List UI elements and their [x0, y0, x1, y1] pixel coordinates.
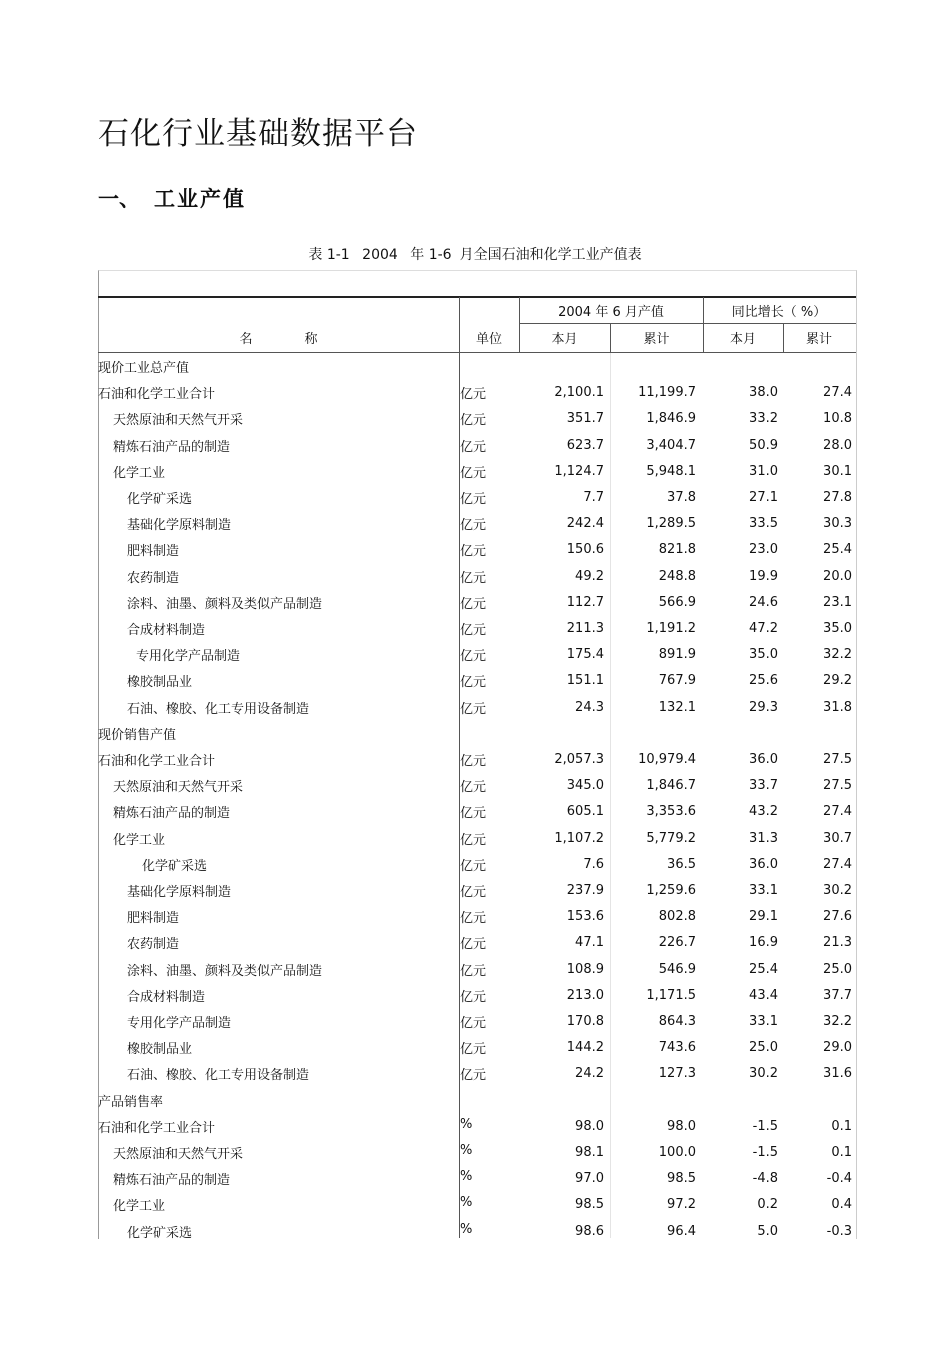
growth-cumulative: 27.5: [823, 778, 852, 794]
value-month: 49.2: [575, 568, 604, 584]
value-month: 211.3: [566, 621, 604, 636]
value-cumulative: 100.0: [658, 1145, 696, 1160]
value-cumulative: 96.4: [667, 1223, 696, 1239]
table-caption: [0, 244, 950, 264]
table-row: [98, 956, 855, 982]
growth-cumulative: 21.3: [823, 935, 852, 951]
value-cumulative: 248.8: [658, 568, 696, 584]
growth-cumulative: 31.8: [823, 699, 852, 715]
value-cumulative: 1,171.5: [646, 987, 696, 1003]
row-unit: 亿元: [460, 596, 487, 612]
table-row: [98, 1060, 855, 1086]
header-group-value: 2004 年 6 月产值: [558, 304, 664, 320]
growth-month: -4.8: [752, 1171, 778, 1187]
table-row: [98, 536, 855, 562]
row-name: 化学工业: [113, 465, 166, 481]
value-cumulative: 127.3: [658, 1066, 696, 1082]
growth-month: 29.1: [749, 909, 778, 925]
value-cumulative: 802.8: [658, 909, 696, 925]
value-month: 150.6: [566, 542, 604, 558]
growth-month: 31.0: [749, 463, 778, 479]
growth-cumulative: -0.3: [826, 1223, 852, 1239]
table-row: [98, 772, 855, 798]
growth-month: 16.9: [749, 935, 778, 951]
growth-cumulative: 30.7: [823, 830, 852, 846]
caption-part: 年 1-6: [410, 247, 452, 263]
row-unit: 亿元: [460, 518, 487, 534]
value-month: 237.9: [566, 883, 604, 898]
row-name: 石油、橡胶、化工专用设备制造: [127, 1068, 310, 1084]
value-month: 97.0: [575, 1171, 604, 1187]
value-month: 153.6: [566, 909, 604, 925]
table-row: [98, 615, 855, 641]
row-name: 化学矿采选: [127, 492, 193, 507]
row-name: 天然原油和天然气开采: [113, 780, 244, 796]
growth-month: 25.6: [749, 673, 778, 689]
value-month: 98.0: [575, 1118, 604, 1134]
row-unit: %: [460, 1221, 473, 1237]
growth-month: 33.7: [749, 778, 778, 794]
row-name: 精炼石油产品的制造: [113, 1173, 231, 1189]
growth-month: 33.1: [749, 883, 778, 898]
value-month: 2,100.1: [554, 385, 604, 401]
value-cumulative: 767.9: [658, 673, 696, 689]
row-unit: 亿元: [460, 780, 487, 796]
value-cumulative: 5,948.1: [646, 463, 696, 479]
row-unit: 亿元: [460, 649, 487, 665]
table-row: [98, 458, 855, 484]
growth-cumulative: -0.4: [826, 1171, 852, 1187]
header-cumulative: 累计: [643, 332, 670, 347]
table-row: [98, 667, 855, 693]
row-unit: 亿元: [460, 832, 487, 848]
growth-cumulative: 32.2: [823, 647, 852, 663]
row-unit: 亿元: [460, 570, 487, 586]
value-cumulative: 1,191.2: [646, 621, 696, 636]
value-month: 242.4: [566, 516, 604, 532]
row-name: 化学工业: [113, 832, 166, 848]
growth-month: 43.2: [749, 804, 778, 820]
row-name: 现价销售产值: [98, 727, 177, 743]
value-month: 151.1: [566, 673, 604, 689]
row-unit: %: [460, 1195, 473, 1211]
growth-month: 19.9: [749, 568, 778, 584]
row-name: 涂料、油墨、颜料及类似产品制造: [127, 963, 323, 979]
section-number: 一、: [98, 187, 140, 211]
row-name: 石油和化学工业合计: [98, 387, 216, 403]
growth-month: 43.4: [749, 987, 778, 1003]
table-row: [98, 798, 855, 824]
row-unit: 亿元: [460, 754, 487, 769]
header-month-growth: 本月: [729, 332, 756, 347]
row-name: 橡胶制品业: [127, 1042, 193, 1058]
value-cumulative: 546.9: [658, 961, 696, 977]
row-name: 肥料制造: [127, 544, 180, 560]
value-cumulative: 743.6: [658, 1040, 696, 1056]
value-cumulative: 1,259.6: [646, 883, 696, 898]
growth-month: 25.4: [749, 961, 778, 977]
growth-cumulative: 0.4: [831, 1197, 852, 1213]
table-row: [98, 379, 855, 405]
table-row: [98, 851, 855, 877]
value-month: 47.1: [575, 935, 604, 951]
table-row: [98, 484, 855, 510]
row-unit: 亿元: [460, 544, 487, 560]
growth-cumulative: 30.2: [823, 883, 852, 898]
growth-month: -1.5: [752, 1145, 778, 1160]
row-name: 石油和化学工业合计: [98, 1120, 216, 1136]
row-name: 农药制造: [127, 570, 180, 586]
caption-part: 表 1-1: [308, 247, 350, 263]
growth-month: -1.5: [752, 1118, 778, 1134]
table-row: [98, 877, 855, 903]
table-row: [98, 563, 855, 589]
growth-month: 35.0: [749, 647, 778, 663]
value-cumulative: 1,289.5: [646, 516, 696, 532]
growth-month: 31.3: [749, 830, 778, 846]
row-unit: 亿元: [460, 858, 487, 874]
row-name: 化学矿采选: [142, 858, 208, 874]
table-row: [98, 1218, 855, 1244]
row-name: 现价工业总产值: [98, 361, 190, 376]
value-month: 175.4: [566, 647, 604, 663]
value-cumulative: 864.3: [658, 1014, 696, 1029]
row-name: 石油和化学工业合计: [98, 754, 216, 769]
table-row: [98, 694, 855, 720]
growth-cumulative: 30.1: [823, 463, 852, 479]
row-unit: 亿元: [460, 465, 487, 481]
growth-month: 36.0: [749, 752, 778, 767]
growth-month: 27.1: [749, 490, 778, 505]
growth-cumulative: 10.8: [823, 411, 852, 427]
row-unit: 亿元: [460, 806, 487, 822]
value-cumulative: 5,779.2: [646, 830, 696, 846]
row-unit: %: [460, 1169, 473, 1185]
table-row: [98, 1034, 855, 1060]
value-cumulative: 821.8: [658, 542, 696, 558]
table-row: [98, 1008, 855, 1034]
section-heading: [98, 183, 246, 213]
value-month: 605.1: [566, 804, 604, 820]
table-row: [98, 903, 855, 929]
value-cumulative: 36.5: [667, 856, 696, 872]
growth-month: 23.0: [749, 542, 778, 558]
row-unit: 亿元: [460, 387, 487, 403]
row-unit: 亿元: [460, 911, 487, 927]
header-unit: 单位: [475, 332, 502, 347]
header-cumulative-growth: 累计: [805, 332, 832, 347]
growth-cumulative: 32.2: [823, 1014, 852, 1029]
growth-cumulative: 29.0: [823, 1040, 852, 1056]
value-month: 623.7: [566, 437, 604, 453]
header-month: 本月: [551, 332, 578, 347]
row-name: 基础化学原料制造: [127, 885, 232, 900]
row-name: 肥料制造: [127, 911, 180, 927]
header-name: 名 称: [239, 332, 318, 347]
growth-cumulative: 27.4: [823, 385, 852, 401]
value-month: 1,107.2: [554, 830, 604, 846]
growth-cumulative: 29.2: [823, 673, 852, 689]
value-month: 7.6: [583, 856, 604, 872]
growth-cumulative: 0.1: [831, 1145, 852, 1160]
table-row: [98, 1165, 855, 1191]
growth-cumulative: 27.5: [823, 752, 852, 767]
value-month: 2,057.3: [554, 752, 604, 767]
value-month: 98.6: [575, 1223, 604, 1239]
growth-cumulative: 31.6: [823, 1066, 852, 1082]
value-cumulative: 98.0: [667, 1118, 696, 1134]
row-unit: %: [460, 1116, 473, 1132]
value-cumulative: 891.9: [658, 647, 696, 663]
growth-month: 30.2: [749, 1066, 778, 1082]
table-row: [98, 589, 855, 615]
table-row: [98, 405, 855, 431]
value-cumulative: 97.2: [667, 1197, 696, 1213]
value-cumulative: 3,353.6: [646, 804, 696, 820]
row-unit: 亿元: [460, 492, 487, 507]
value-month: 170.8: [566, 1014, 604, 1029]
value-month: 24.3: [575, 699, 604, 715]
growth-cumulative: 23.1: [823, 594, 852, 610]
caption-part: 2004: [362, 247, 398, 263]
row-unit: 亿元: [460, 1068, 487, 1084]
value-cumulative: 132.1: [658, 699, 696, 715]
row-name: 精炼石油产品的制造: [113, 439, 231, 455]
growth-month: 25.0: [749, 1040, 778, 1056]
row-name: 合成材料制造: [127, 989, 206, 1005]
row-name: 天然原油和天然气开采: [113, 413, 244, 429]
growth-cumulative: 25.4: [823, 542, 852, 558]
row-name: 橡胶制品业: [127, 675, 193, 691]
growth-cumulative: 27.4: [823, 804, 852, 820]
growth-cumulative: 20.0: [823, 568, 852, 584]
table-row: [98, 432, 855, 458]
row-name: 石油、橡胶、化工专用设备制造: [127, 701, 310, 717]
growth-cumulative: 37.7: [823, 987, 852, 1003]
growth-cumulative: 0.1: [831, 1118, 852, 1134]
row-unit: 亿元: [460, 701, 487, 717]
caption-part: 月全国石油和化学工业产值表: [459, 247, 642, 263]
table-row: [98, 353, 855, 379]
table-row: [98, 1139, 855, 1165]
row-unit: 亿元: [460, 439, 487, 455]
growth-cumulative: 27.8: [823, 490, 852, 505]
row-name: 农药制造: [127, 937, 180, 953]
value-month: 345.0: [566, 778, 604, 794]
row-unit: %: [460, 1143, 473, 1158]
growth-month: 38.0: [749, 385, 778, 401]
value-month: 112.7: [566, 594, 604, 610]
growth-cumulative: 30.3: [823, 516, 852, 532]
value-cumulative: 1,846.7: [646, 778, 696, 794]
document-title: 石化行业基础数据平台: [98, 116, 418, 152]
row-name: 精炼石油产品的制造: [113, 806, 231, 822]
row-name: 涂料、油墨、颜料及类似产品制造: [127, 596, 323, 612]
growth-month: 50.9: [749, 437, 778, 453]
table-row: [98, 746, 855, 772]
row-name: 化学矿采选: [127, 1225, 193, 1241]
row-name: 基础化学原料制造: [127, 518, 232, 534]
row-name: 专用化学产品制造: [127, 1016, 232, 1031]
value-month: 7.7: [583, 490, 604, 505]
value-month: 213.0: [566, 987, 604, 1003]
table-row: [98, 641, 855, 667]
growth-cumulative: 25.0: [823, 961, 852, 977]
row-unit: 亿元: [460, 1016, 487, 1031]
value-cumulative: 566.9: [658, 594, 696, 610]
header-group-growth: 同比增长（ %）: [731, 304, 827, 320]
value-cumulative: 10,979.4: [638, 752, 696, 767]
value-month: 351.7: [566, 411, 604, 427]
row-unit: 亿元: [460, 675, 487, 691]
growth-month: 36.0: [749, 856, 778, 872]
growth-month: 24.6: [749, 594, 778, 610]
table-row: [98, 929, 855, 955]
value-cumulative: 11,199.7: [638, 385, 696, 401]
value-month: 98.1: [575, 1145, 604, 1160]
value-month: 144.2: [566, 1040, 604, 1056]
growth-month: 0.2: [757, 1197, 778, 1213]
value-month: 24.2: [575, 1066, 604, 1082]
value-cumulative: 3,404.7: [646, 437, 696, 453]
row-unit: 亿元: [460, 1042, 487, 1058]
table-row: [98, 825, 855, 851]
growth-month: 33.5: [749, 516, 778, 532]
row-name: 化学工业: [113, 1199, 166, 1215]
row-unit: 亿元: [460, 937, 487, 953]
growth-month: 33.1: [749, 1014, 778, 1029]
value-cumulative: 226.7: [658, 935, 696, 951]
value-cumulative: 98.5: [667, 1171, 696, 1187]
row-name: 产品销售率: [98, 1094, 164, 1110]
row-unit: 亿元: [460, 989, 487, 1005]
growth-cumulative: 27.6: [823, 909, 852, 925]
row-unit: 亿元: [460, 413, 487, 429]
row-unit: 亿元: [460, 885, 487, 900]
value-cumulative: 1,846.9: [646, 411, 696, 427]
growth-cumulative: 27.4: [823, 856, 852, 872]
row-name: 天然原油和天然气开采: [113, 1147, 244, 1162]
growth-month: 33.2: [749, 411, 778, 427]
table-row: [98, 510, 855, 536]
row-name: 合成材料制造: [127, 623, 206, 638]
growth-month: 29.3: [749, 699, 778, 715]
value-month: 108.9: [566, 961, 604, 977]
growth-cumulative: 35.0: [823, 621, 852, 636]
table-row: [98, 1087, 855, 1113]
row-unit: 亿元: [460, 623, 487, 638]
table-row: [98, 982, 855, 1008]
growth-month: 5.0: [757, 1223, 778, 1239]
row-name: 专用化学产品制造: [136, 649, 241, 665]
table-row: [98, 1113, 855, 1139]
table-row: [98, 720, 855, 746]
growth-cumulative: 28.0: [823, 437, 852, 453]
value-month: 98.5: [575, 1197, 604, 1213]
value-month: 1,124.7: [554, 463, 604, 479]
growth-month: 47.2: [749, 621, 778, 636]
section-title: 工业产值: [154, 187, 246, 211]
table-row: [98, 1191, 855, 1217]
row-unit: 亿元: [460, 963, 487, 979]
value-cumulative: 37.8: [667, 490, 696, 505]
